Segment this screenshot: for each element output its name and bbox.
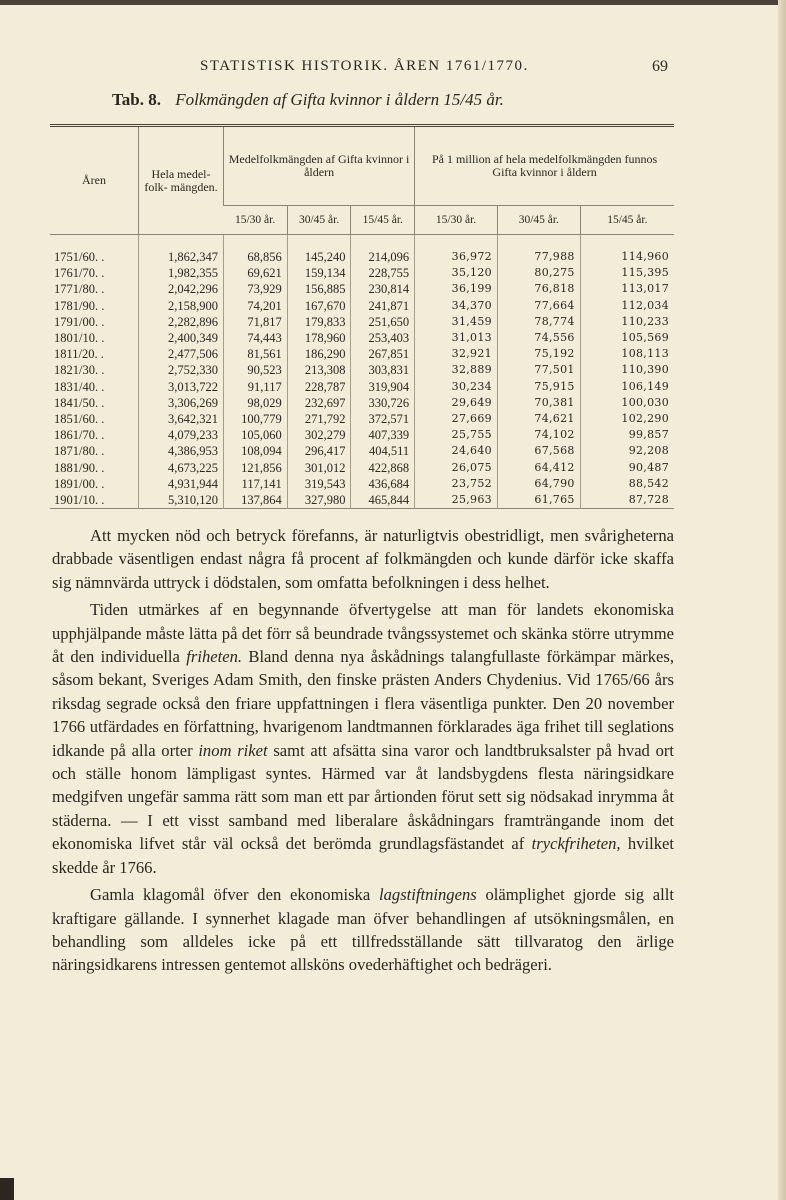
- table-cell-total: 1,862,347: [139, 235, 224, 266]
- table-row: [50, 362, 674, 378]
- table-cell-f: 115,395: [580, 265, 674, 281]
- paragraph-1: [52, 524, 674, 594]
- table-cell-a: 91,117: [224, 379, 288, 395]
- table-cell-c: 241,871: [351, 298, 415, 314]
- table-cell-total: 1,982,355: [139, 265, 224, 281]
- header-married-women: Medelfolkmängden af Gifta kvinnor i åldern: [224, 126, 415, 206]
- table-cell-years: 1751/60. .: [54, 250, 105, 265]
- table-cell-b: 301,012: [287, 459, 351, 475]
- table-row: [50, 298, 674, 314]
- table-cell-d: 34,370: [415, 298, 498, 314]
- table-cell-f: 108,113: [580, 346, 674, 362]
- paragraph-text: Att mycken nöd och betryck förefanns, är naturligtvis obestridligt, men svårigheterna drabbade väsentligen endast några få procent af folkmängden och kunde därför icke skaffa sig nämnvärda uttryck i dödstalen, som omfatta befolkningen i dess helhet.: [52, 526, 674, 592]
- table-cell-f: 88,542: [580, 476, 674, 492]
- table-cell-years: 1791/00. .: [54, 314, 105, 329]
- table-cell-b: 302,279: [287, 427, 351, 443]
- table-cell-b: 213,308: [287, 362, 351, 378]
- table-cell-e: 77,664: [497, 298, 580, 314]
- table-cell-total: 5,310,120: [139, 492, 224, 509]
- table-cell-b: 179,833: [287, 314, 351, 330]
- table-cell-d: 29,649: [415, 395, 498, 411]
- table-cell-total: 2,752,330: [139, 362, 224, 378]
- table-cell-c: 330,726: [351, 395, 415, 411]
- scan-top-edge: [0, 0, 786, 5]
- table-cell-c: 465,844: [351, 492, 415, 509]
- table-row: [50, 235, 674, 266]
- table-cell-d: 35,120: [415, 265, 498, 281]
- table-cell-b: 156,885: [287, 281, 351, 297]
- table-cell-years: 1801/10. .: [54, 331, 105, 346]
- table-cell-f: 87,728: [580, 492, 674, 509]
- paragraph-text: Tiden utmärkes af en begynnande öfvertygelse att man för landets ekonomiska upphjälpande måste lätta på det förr så beundrade tvångssystemet och skänka större utrymme åt den individuella: [52, 600, 674, 667]
- emphasis-text: tryckfriheten,: [531, 834, 621, 854]
- table-row: [50, 492, 674, 509]
- page-number: 69: [652, 58, 668, 75]
- subheader-col: 30/45 år.: [287, 206, 351, 235]
- table-cell-e: 78,774: [497, 314, 580, 330]
- subheader-col: 15/30 år.: [415, 206, 498, 235]
- table-cell-total: 2,400,349: [139, 330, 224, 346]
- table-cell-d: 25,755: [415, 427, 498, 443]
- table-row: [50, 379, 674, 395]
- paragraph-2: [52, 598, 674, 879]
- table-cell-d: 36,199: [415, 281, 498, 297]
- table-cell-a: 117,141: [224, 476, 288, 492]
- table-cell-b: 145,240: [287, 235, 351, 266]
- table-cell-years: 1871/80. .: [54, 444, 105, 459]
- table-cell-years: 1771/80. .: [54, 282, 105, 297]
- table-cell-b: 232,697: [287, 395, 351, 411]
- table-cell-b: 178,960: [287, 330, 351, 346]
- table-cell-c: 228,755: [351, 265, 415, 281]
- table-row: [50, 330, 674, 346]
- table-cell-d: 31,013: [415, 330, 498, 346]
- table-cell-e: 75,915: [497, 379, 580, 395]
- table-cell-d: 23,752: [415, 476, 498, 492]
- table-body: [50, 235, 674, 509]
- table-cell-b: 167,670: [287, 298, 351, 314]
- table-cell-e: 74,102: [497, 427, 580, 443]
- table-cell-c: 404,511: [351, 443, 415, 459]
- table-cell-e: 67,568: [497, 443, 580, 459]
- table-cell-c: 422,868: [351, 459, 415, 475]
- table-cell-c: 214,096: [351, 235, 415, 266]
- table-cell-a: 69,621: [224, 265, 288, 281]
- table-row: [50, 346, 674, 362]
- emphasis-text: lagstiftningens: [378, 885, 477, 905]
- table-cell-c: 253,403: [351, 330, 415, 346]
- emphasis-text: friheten.: [186, 647, 243, 667]
- table-row: [50, 314, 674, 330]
- table-cell-f: 106,149: [580, 379, 674, 395]
- header-per-million: På 1 million af hela medelfolkmängden funnos Gifta kvinnor i åldern: [415, 126, 674, 206]
- table-cell-c: 407,339: [351, 427, 415, 443]
- table-cell-d: 25,963: [415, 492, 498, 509]
- table-cell-total: 3,306,269: [139, 395, 224, 411]
- table-cell-f: 110,233: [580, 314, 674, 330]
- table-cell-f: 102,290: [580, 411, 674, 427]
- table-cell-total: 3,013,722: [139, 379, 224, 395]
- table-cell-years: 1761/70. .: [54, 266, 105, 281]
- table-cell-b: 327,980: [287, 492, 351, 509]
- table-cell-a: 73,929: [224, 281, 288, 297]
- table-caption: [112, 90, 732, 110]
- table-cell-total: 4,673,225: [139, 459, 224, 475]
- table-cell-b: 319,543: [287, 476, 351, 492]
- table-cell-d: 36,972: [415, 235, 498, 266]
- table-cell-total: 2,158,900: [139, 298, 224, 314]
- paragraph-text: Bland denna nya åskådnings talangfullaste förkämpar märkes, såsom bekant, Sveriges Adam Smith, den finske prästen Anders Chydenius. Vid 1765/66 års riksdag segrade också den friare uppfattningen i flera väsentliga punkter. Den 20 november 1766 utfärdades en författning, hvarigenom landtmannen förklarades äga frihet till seglations idkande på alla orter: [52, 647, 674, 760]
- running-head-title: STATISTISK HISTORIK. ÅREN 1761/1770.: [200, 58, 529, 74]
- table-cell-a: 105,060: [224, 427, 288, 443]
- table-cell-c: 230,814: [351, 281, 415, 297]
- table-cell-a: 108,094: [224, 443, 288, 459]
- table-cell-b: 296,417: [287, 443, 351, 459]
- table-cell-e: 61,765: [497, 492, 580, 509]
- subheader-col: 30/45 år.: [497, 206, 580, 235]
- table-cell-c: 251,650: [351, 314, 415, 330]
- table-cell-years: 1831/40. .: [54, 379, 105, 394]
- table-cell-e: 64,790: [497, 476, 580, 492]
- table-cell-a: 68,856: [224, 235, 288, 266]
- table-row: [50, 476, 674, 492]
- table-cell-d: 31,459: [415, 314, 498, 330]
- table-cell-d: 26,075: [415, 459, 498, 475]
- subheader-col: 15/30 år.: [224, 206, 288, 235]
- table-cell-years: 1811/20. .: [54, 347, 104, 362]
- table-row: [50, 395, 674, 411]
- table-cell-years: 1841/50. .: [54, 395, 105, 410]
- table-cell-total: 4,079,233: [139, 427, 224, 443]
- table-cell-c: 303,831: [351, 362, 415, 378]
- table-cell-years: 1901/10. .: [54, 492, 105, 507]
- table-cell-f: 114,960: [580, 235, 674, 266]
- table-cell-d: 30,234: [415, 379, 498, 395]
- table-cell-d: 24,640: [415, 443, 498, 459]
- table-cell-a: 74,201: [224, 298, 288, 314]
- table-cell-a: 121,856: [224, 459, 288, 475]
- table-cell-f: 92,208: [580, 443, 674, 459]
- population-table: [50, 124, 674, 509]
- paragraph-3: [52, 883, 674, 977]
- table-cell-a: 98,029: [224, 395, 288, 411]
- subheader-col: 15/45 år.: [351, 206, 415, 235]
- table-cell-f: 90,487: [580, 459, 674, 475]
- table-row: [50, 443, 674, 459]
- table-label: Tab. 8.: [112, 90, 161, 109]
- table-cell-a: 137,864: [224, 492, 288, 509]
- table-cell-e: 74,621: [497, 411, 580, 427]
- table-cell-total: 2,282,896: [139, 314, 224, 330]
- table-cell-f: 100,030: [580, 395, 674, 411]
- header-years: Åren: [50, 126, 139, 235]
- table-cell-b: 228,787: [287, 379, 351, 395]
- table-cell-years: 1861/70. .: [54, 428, 105, 443]
- table-cell-b: 159,134: [287, 265, 351, 281]
- table-cell-years: 1881/90. .: [54, 460, 105, 475]
- table-cell-e: 80,275: [497, 265, 580, 281]
- table-cell-c: 372,571: [351, 411, 415, 427]
- table-caption-text: Folkmängden af Gifta kvinnor i åldern 15/45 år.: [175, 90, 504, 109]
- table-cell-e: 75,192: [497, 346, 580, 362]
- table-cell-f: 110,390: [580, 362, 674, 378]
- paragraph-text: Gamla klagomål öfver den ekonomiska: [90, 885, 379, 905]
- table-cell-b: 186,290: [287, 346, 351, 362]
- table-cell-c: 267,851: [351, 346, 415, 362]
- table-cell-f: 113,017: [580, 281, 674, 297]
- table-row: [50, 459, 674, 475]
- table-row: [50, 281, 674, 297]
- header-total-population: Hela medel- folk- mängden.: [139, 126, 224, 235]
- table-cell-a: 81,561: [224, 346, 288, 362]
- table-cell-e: 77,988: [497, 235, 580, 266]
- table-cell-f: 105,569: [580, 330, 674, 346]
- paragraph-text: olämplighet gjorde sig allt kraftigare gällande. I synnerhet klagade man öfver behandlingen af utsökningsmålen, en behandling som alldeles icke på ett tillfredsställande sätt tillvaratog den ärlige näringsidkarens intressen gentemot allsköns ovederhäftighet och bedrägeri.: [52, 885, 675, 975]
- table-cell-e: 64,412: [497, 459, 580, 475]
- scan-corner-mark: [0, 1178, 14, 1200]
- table-cell-total: 2,042,296: [139, 281, 224, 297]
- table-cell-c: 436,684: [351, 476, 415, 492]
- scan-right-edge: [778, 0, 786, 1200]
- table-cell-e: 76,818: [497, 281, 580, 297]
- table-cell-total: 4,386,953: [139, 443, 224, 459]
- table-cell-e: 74,556: [497, 330, 580, 346]
- table-row: [50, 411, 674, 427]
- table-cell-total: 4,931,944: [139, 476, 224, 492]
- table-cell-f: 99,857: [580, 427, 674, 443]
- table-cell-d: 32,889: [415, 362, 498, 378]
- table-row: [50, 427, 674, 443]
- table-cell-total: 3,642,321: [139, 411, 224, 427]
- subheader-col: 15/45 år.: [580, 206, 674, 235]
- body-text: [52, 524, 674, 981]
- table-cell-years: 1781/90. .: [54, 298, 105, 313]
- table-row: [50, 265, 674, 281]
- emphasis-text: inom riket: [198, 740, 268, 760]
- table-cell-a: 71,817: [224, 314, 288, 330]
- paragraph-text: samt att afsätta sina varor och landtbruksalster på hvad ort och ställe honom lämpligast syntes. Härmed var åt landsbygdens flesta näringsidkare medgifven ungefär samma rätt som man ett par årtionden förut sett sig nödsakad inrymma åt städerna. — I ett visst samband med liberalare åskådningars framträngande inom det ekonomiska lifvet står väl också det berömda grundlagsfästandet af: [52, 740, 674, 854]
- table-cell-years: 1891/00. .: [54, 476, 105, 491]
- table-cell-d: 32,921: [415, 346, 498, 362]
- table-cell-a: 74,443: [224, 330, 288, 346]
- table-cell-c: 319,904: [351, 379, 415, 395]
- paragraph-text: hvilket skedde år 1766.: [52, 834, 674, 877]
- table-cell-f: 112,034: [580, 298, 674, 314]
- table-cell-total: 2,477,506: [139, 346, 224, 362]
- table-cell-e: 70,381: [497, 395, 580, 411]
- table-cell-a: 100,779: [224, 411, 288, 427]
- table-cell-years: 1821/30. .: [54, 363, 105, 378]
- table-cell-b: 271,792: [287, 411, 351, 427]
- table-cell-a: 90,523: [224, 362, 288, 378]
- table-cell-e: 77,501: [497, 362, 580, 378]
- table-cell-years: 1851/60. .: [54, 411, 105, 426]
- table-cell-d: 27,669: [415, 411, 498, 427]
